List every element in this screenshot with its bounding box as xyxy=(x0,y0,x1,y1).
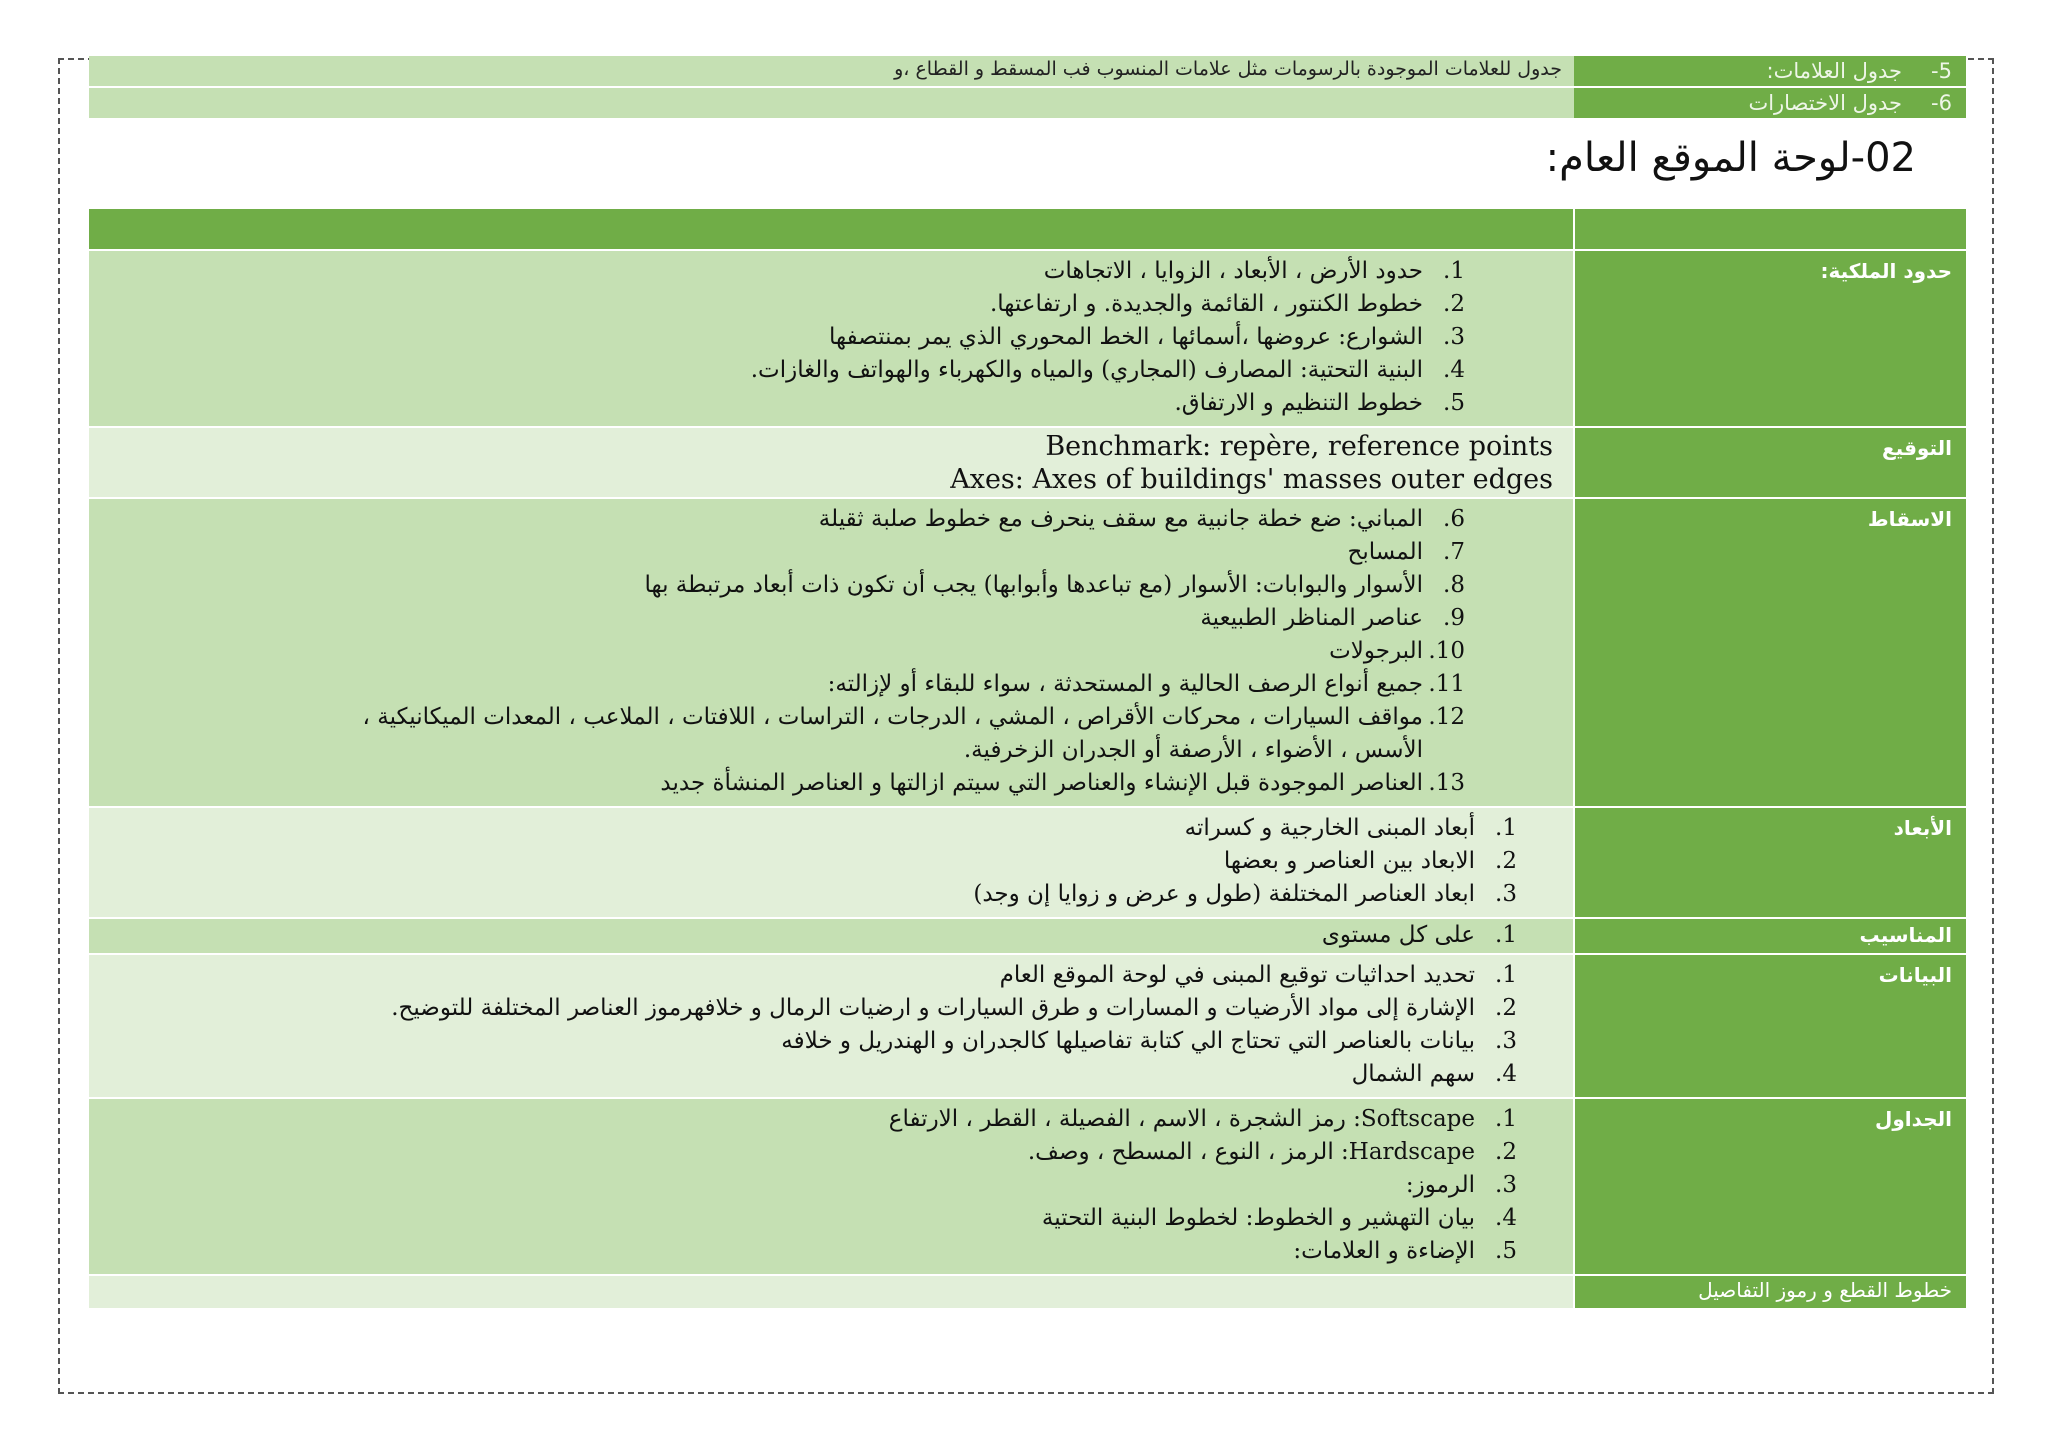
benchmark-line: Benchmark: repère, reference points xyxy=(1045,431,1553,462)
list-item: 2. الابعاد بين العناصر و بعضها xyxy=(1223,848,1517,874)
list-item: 1. أبعاد المبنى الخارجية و كسراته xyxy=(1184,815,1517,841)
axes-line: Axes: Axes of buildings' masses outer edges xyxy=(950,464,1553,495)
table-row xyxy=(89,918,1966,954)
dimensions-list xyxy=(89,808,1517,917)
list-item: 5. الإضاءة و العلامات: xyxy=(1293,1238,1517,1264)
row-label-placement: التوقيع xyxy=(1574,427,1966,498)
list-item: 7. المسابح xyxy=(1347,539,1465,565)
table-row xyxy=(89,1098,1966,1275)
row-label-data: البيانات xyxy=(1574,954,1966,1098)
list-item: 2. خطوط الكنتور ، القائمة والجديدة. و ارتفاعتها. xyxy=(989,291,1465,317)
row-label-projection: الاسقاط xyxy=(1574,498,1966,807)
list-item: 12. مواقف السيارات ، محركات الأقراص ، المشي ، الدرجات ، التراسات ، اللافتات ، الملاعب ، المعدات الميكانيكية ، الأسس ، الأضواء ، الأرصفة أو الجدران الزخرفية. xyxy=(362,704,1465,763)
list-item: 3. ابعاد العناصر المختلفة (طول و عرض و زوايا إن وجد) xyxy=(973,881,1517,907)
table-row xyxy=(89,498,1966,807)
projection-list xyxy=(89,499,1465,806)
section-title: 02-لوحة الموقع العام: xyxy=(1545,135,1916,181)
list-item: 1. Softscape: رمز الشجرة ، الاسم ، الفصيلة ، القطر ، الارتفاع xyxy=(888,1106,1517,1132)
table-row xyxy=(89,1275,1966,1309)
row-label-section-lines: خطوط القطع و رموز التفاصيل xyxy=(1574,1275,1966,1309)
list-item: 1. حدود الأرض ، الأبعاد ، الزوايا ، الاتجاهات xyxy=(1043,258,1465,284)
table-row xyxy=(89,250,1966,427)
row-label-property: حدود الملكية: xyxy=(1574,250,1966,427)
top-row-label: جدول العلامات: xyxy=(1766,59,1902,83)
table-row xyxy=(89,807,1966,918)
list-item: 1. تحديد احداثيات توقيع المبنى في لوحة الموقع العام xyxy=(999,962,1517,988)
list-item: 3. الرموز: xyxy=(1405,1172,1517,1198)
top-table xyxy=(89,56,1966,120)
row-label-dimensions: الأبعاد xyxy=(1574,807,1966,918)
list-item: 2. Hardscape: الرمز ، النوع ، المسطح ، وصف. xyxy=(1027,1139,1517,1165)
list-item: 1. على كل مستوى xyxy=(1321,922,1517,948)
list-item: 2. الإشارة إلى مواد الأرضيات و المسارات و طرق السيارات و ارضيات الرمال و خلافهرموز العناصر المختلفة للتوضيح. xyxy=(391,995,1517,1021)
list-item: 6. المباني: ضع خطة جانبية مع سقف ينحرف مع خطوط صلبة ثقيلة xyxy=(818,506,1465,532)
list-item: 4. بيان التهشير و الخطوط: لخطوط البنية التحتية xyxy=(1041,1205,1517,1231)
top-row-number: 6- xyxy=(1931,91,1952,115)
top-row-number: 5- xyxy=(1931,59,1952,83)
table-row xyxy=(89,87,1966,119)
list-item: 5. خطوط التنظيم و الارتفاق. xyxy=(1174,390,1465,416)
levels-list xyxy=(89,919,1517,952)
top-row-label: جدول الاختصارات xyxy=(1748,91,1902,115)
list-item: 11. جميع أنواع الرصف الحالية و المستحدثة ، سواء للبقاء أو لإزالته: xyxy=(827,671,1465,697)
list-item: 10. البرجولات xyxy=(1329,638,1465,664)
list-item: 3. الشوارع: عروضها ،أسمائها ، الخط المحوري الذي يمر بمنتصفها xyxy=(829,324,1465,350)
row-label-levels: المناسيب xyxy=(1574,918,1966,954)
list-item: 13. العناصر الموجودة قبل الإنشاء والعناصر التي سيتم ازالتها و العناصر المنشأة جديد xyxy=(660,770,1465,796)
tables-list xyxy=(89,1099,1517,1274)
list-item: 9. عناصر المناظر الطبيعية xyxy=(1200,605,1465,631)
list-item: 4. سهم الشمال xyxy=(1351,1061,1517,1087)
list-item: 4. البنية التحتية: المصارف (المجاري) والمياه والكهرباء والهواتف والغازات. xyxy=(750,357,1465,383)
top-row-content: جدول للعلامات الموجودة بالرسومات مثل علامات المنسوب فب المسقط و القطاع ،و xyxy=(894,58,1562,80)
list-item: 8. الأسوار والبوابات: الأسوار (مع تباعدها وأبوابها) يجب أن تكون ذات أبعاد مرتبطة بها xyxy=(644,572,1465,598)
table-header-row xyxy=(89,209,1966,250)
site-plan-table xyxy=(89,209,1966,1310)
table-row xyxy=(89,427,1966,498)
table-row xyxy=(89,954,1966,1098)
property-list xyxy=(89,251,1465,426)
data-list xyxy=(89,955,1517,1097)
list-item: 3. بيانات بالعناصر التي تحتاج الي كتابة تفاصيلها كالجدران و الهندريل و خلافه xyxy=(781,1028,1517,1054)
table-row xyxy=(89,56,1966,87)
row-label-tables: الجداول xyxy=(1574,1098,1966,1275)
